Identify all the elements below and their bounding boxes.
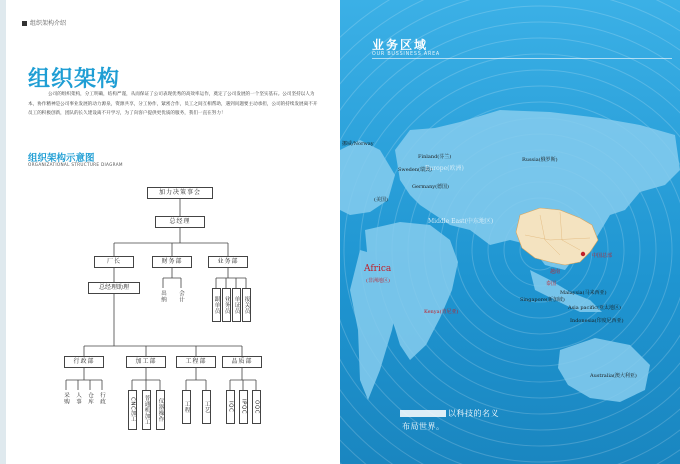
north-america-shape <box>340 140 395 215</box>
label-indonesia: Indonesia(印度尼西亚) <box>570 318 624 324</box>
area-subtitle: OUR BUSSINESS AREA <box>372 52 441 57</box>
label-germany: Germany(德国) <box>412 184 450 190</box>
slogan-line-1: 以科技的名义 <box>448 409 499 418</box>
slogan-line-2: 布局世界。 <box>402 422 445 431</box>
label-australia: Australia(澳大利亚) <box>590 373 637 379</box>
label-norway: 挪威/Norway <box>342 141 374 147</box>
label-europe: Europe(欧洲) <box>425 165 464 172</box>
label-malaysia: Malaysia(马来西亚) <box>560 290 607 296</box>
org-warehouse: 仓库 <box>87 392 93 405</box>
org-cnc: CNC加工 <box>128 390 137 430</box>
org-ipqc: IPQC <box>239 390 248 424</box>
page-title: 组织架构 <box>28 67 121 92</box>
area-title: 业务区域 <box>372 38 429 52</box>
org-engineering: 工程 <box>182 390 191 424</box>
world-map <box>340 0 680 464</box>
org-engineering-dept: 工程部 <box>176 356 216 368</box>
org-business: 业务部 <box>208 256 248 268</box>
label-kenya: Kenya(肯尼亚) <box>424 309 459 315</box>
org-finance: 财务部 <box>152 256 192 268</box>
org-oqc: OQC <box>252 390 261 424</box>
label-russia: Russia(俄罗斯) <box>522 157 558 163</box>
intro-paragraph: 公司的组织架构，分工明确，结构严谨，从而保证了公司表现优秀的高效率运作，奠定了公司发展的一个坚实基石。公司坚持以人为本，协作精神是公司事业发展的动力源泉，资源共享，分工协作，紧密合作，员工之间互相帮助，遇到问题要主动承担，公司的持续发展离不开员工的积极创新，团队的长久建设离不开学习，为了向客户提供更优质的服务，我们一直在努力！ <box>28 92 318 116</box>
label-thailand: 泰国 <box>546 281 557 287</box>
org-gm-assistant: 总经理助理 <box>88 282 140 294</box>
slogan-bar <box>400 410 446 417</box>
label-middle-east: Middle East(中东地区) <box>428 218 494 225</box>
label-china-hq: 中国总部 <box>592 253 613 259</box>
org-salesperson: 业务员 <box>222 288 231 322</box>
label-finland: Finland(芬兰) <box>418 154 452 160</box>
org-hr: 人事 <box>75 392 81 405</box>
org-process: 工艺 <box>202 390 211 424</box>
org-purchasing: 采购 <box>63 392 69 405</box>
label-vietnam: 越南 <box>550 269 561 275</box>
org-general-manager: 总经理 <box>155 216 205 228</box>
hq-marker <box>581 252 585 256</box>
org-chart-title: 组织架构示意图 <box>28 153 95 164</box>
org-customs: 报关员 <box>242 288 251 322</box>
org-quality-dept: 品质部 <box>222 356 262 368</box>
australia-shape <box>558 338 650 402</box>
title-rule <box>372 58 672 59</box>
org-machining: 普通机加工 <box>142 390 151 430</box>
org-factory-director: 厂长 <box>94 256 134 268</box>
right-page <box>340 0 680 464</box>
org-administration: 行政 <box>99 392 105 405</box>
label-africa-cn: (非洲地区) <box>366 278 390 284</box>
org-merchandiser: 跟单员 <box>212 288 221 322</box>
org-accountant: 会计 <box>178 290 184 303</box>
label-usa: (美国) <box>374 197 388 203</box>
org-iqc: IQC <box>226 390 235 424</box>
org-processing-dept: 加工部 <box>126 356 166 368</box>
org-board: 加力决策事会 <box>147 187 213 199</box>
label-singapore: Singapore(新加坡) <box>520 297 565 303</box>
label-asia-pacific: Asia pacific(亚太地区) <box>568 305 621 311</box>
header-text: 组织架构介绍 <box>30 20 67 27</box>
org-instrument: 仪器操作 <box>156 390 165 430</box>
org-cashier: 出纳 <box>160 290 166 303</box>
label-sweden: Sweden(瑞典) <box>398 167 432 173</box>
org-admin-dept: 行政部 <box>64 356 104 368</box>
org-documentation: 单证员 <box>232 288 241 322</box>
org-chart-subtitle: ORGANIZATIONAL STRUCTURE DIAGRAM <box>28 162 123 167</box>
label-africa: Africa <box>364 264 392 274</box>
